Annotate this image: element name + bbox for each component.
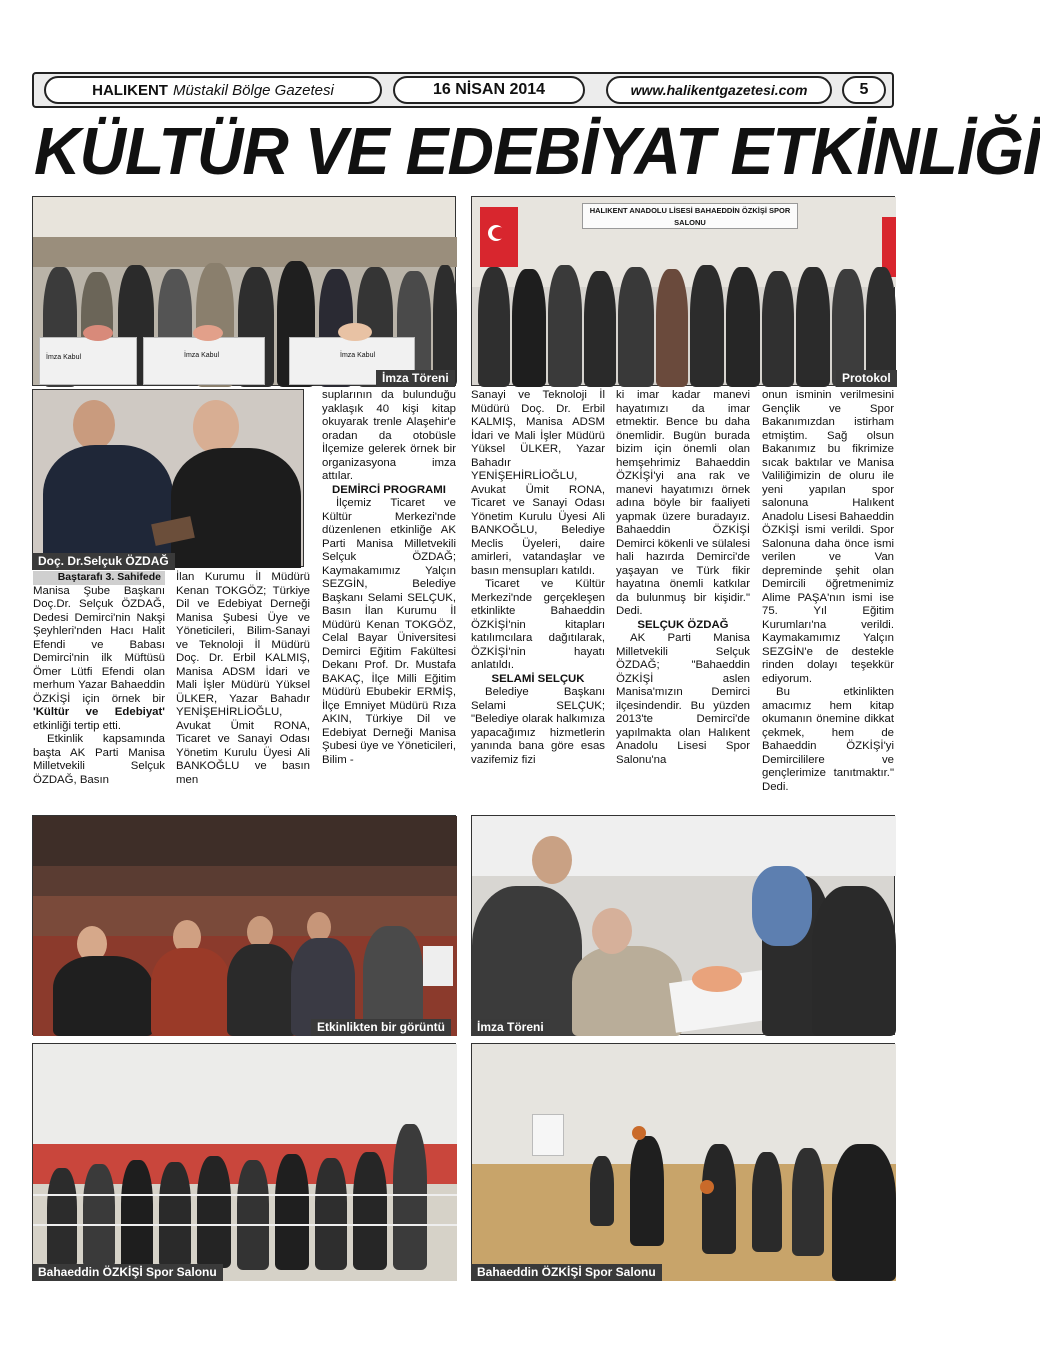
col1-bold: 'Kültür ve Edebiyat' <box>33 706 165 718</box>
photo-signing-table <box>471 815 895 1035</box>
photo-sports-hall-2 <box>471 1043 895 1280</box>
col5-p2: AK Parti Manisa Milletvekili Selçuk ÖZDAĞ; "Bahaeddin ÖZKİŞİ aslen Manisa'mızın Demirci ilçesindendir. Bu yüzden 2013'te Demirci'de yapılmakta olan Halıkent Anadolu Lisesi Spor Salonu'na <box>616 632 750 766</box>
table-label: İmza Kabul <box>184 352 220 359</box>
article-column-3 <box>322 389 456 767</box>
caption-protokol: Protokol <box>836 370 897 387</box>
photo-signing-ceremony-top <box>32 196 456 386</box>
col6-p1: onun isminin verilmesini Gençlik ve Spor Bakanımızdan istirham etmiştim. Sağ olsun Bakanımız bu fikrimize sıcak baktılar ve Manisa Valiliğimizin de oluru ile yeni yapılan spor salonuna Halıkent Anadolu Lisesi Bahaeddin ÖZKİŞİ ismi verildi. Spor Salonuna daha önce ismi verilen ve Van depreminde şehit olan Demircili öğretmenimiz Alime PAŞA'nın ismi ise 75. Yıl Eğitim Kurumları'na verildi. Kaymakamımız Yalçın SEZGİN'e de destekle rinden dolayı teşekkür ediyorum. <box>762 389 894 685</box>
photo-audience <box>32 815 456 1035</box>
photo-protocol <box>471 196 895 386</box>
article-column-1 <box>33 571 165 787</box>
col4-heading: SELAMİ SELÇUK <box>491 672 585 685</box>
article-column-6 <box>762 389 894 794</box>
article-column-4 <box>471 389 605 767</box>
website-link[interactable]: www.halikentgazetesi.com <box>606 76 832 104</box>
col4-p2: Ticaret ve Kültür Merkezi'nde gerçekleşen etkinlikte Bahaeddin ÖZKİŞİ'nin kitapları katılımcılara dağıtılarak, ÖZKİŞİ'nin hayatı anlatıldı. <box>471 578 605 671</box>
turkish-flag <box>480 207 518 267</box>
continued-label: Baştarafı 3. Sahifede <box>33 571 165 585</box>
col3-heading: DEMİRCİ PROGRAMI <box>332 483 446 496</box>
caption-spor-salonu-2: Bahaeddin ÖZKİŞİ Spor Salonu <box>471 1264 662 1281</box>
col5-heading: SELÇUK ÖZDAĞ <box>637 618 729 631</box>
photo-sports-hall-1 <box>32 1043 456 1280</box>
issue-date: 16 NİSAN 2014 <box>393 76 585 104</box>
table-label: İmza Kabul <box>46 354 82 361</box>
headline: KÜLTÜR VE EDEBİYAT ETKİNLİĞİ <box>34 114 1040 189</box>
col4-p3: Belediye Başkanı Selami SELÇUK; "Belediye olarak halkımıza yapacağımız hizmetlerin yanında bana göre esas vazifemiz fizi <box>471 686 605 766</box>
caption-imza-toreni: İmza Töreni <box>376 370 455 387</box>
caption-portrait: Doç. Dr.Selçuk ÖZDAĞ <box>32 553 175 570</box>
col2-text: İlan Kurumu İl Müdürü Kenan TOKGÖZ; Türkiye Dil ve Edebiyat Derneği Manisa Şubesi Üye ve Yöneticileri, Bilim-Sanayi ve Teknoloji İl Müdürü Doç. Dr. Erbil KALMIŞ, Manisa ADSM İdari ve Mali İşler Müdürü Yüksel ÜLKER, Yazar Bahadır YENİŞEHİRLİOĞLU, Avukat Ümit RONA, Ticaret ve Sanayi Odası Yönetim Kurulu Üyesi Ali BANKOĞLU ve basın men <box>176 571 310 786</box>
caption-audience: Etkinlikten bir görüntü <box>311 1019 451 1036</box>
school-sign: HALIKENT ANADOLU LİSESİ BAHAEDDİN ÖZKİŞİ SPOR SALONU <box>582 203 798 229</box>
col5-p1: ki imar kadar manevi hayatımızı da imar etmektir. Bence bu daha önemlidir. Bugün burada bizim için önemli olan hemşehrimiz Bahaeddin ÖZKİŞİ'yi ana rak ve manevi hayatımızı örnek adına böyle bir faaliyeti yapmak üzere buradayız. Bahaeddin ÖZKİŞİ Demirci kökenli ve sülalesi hali hazırda Demirci'de yaşayan ve Türk fikir hayatına önemli katkılar da bulunmuş bir kişidir." Dedi. <box>616 389 750 617</box>
photo-portrait-ozdag <box>32 389 304 567</box>
col4-p1: Sanayi ve Teknoloji İl Müdürü Doç. Dr. Erbil KALMIŞ, Manisa ADSM İdari ve Mali İşler Müdürü Yüksel ÜLKER, Yazar Bahadır YENİŞEHİRLİOĞLU, Avukat Ümit RONA, Ticaret ve Sanayi Odası Yönetim Kurulu Üyesi Ali BANKOĞLU, Belediye Meclis Üyeleri, daire amirleri, vatandaşlar ve basın mensupları katıldı. <box>471 389 605 577</box>
col1-end: etkinliği tertip etti. <box>33 719 121 732</box>
caption-spor-salonu-1: Bahaeddin ÖZKİŞİ Spor Salonu <box>32 1264 223 1281</box>
col3-p2: İlçemiz Ticaret ve Kültür Merkezi'nde düzenlenen etkinliğe AK Parti Manisa Milletvekili Selçuk ÖZDAĞ; Kaymakamımız Yalçın SEZGİN, Belediye Başkanı Selami SELÇUK, Basın İlan Kurumu İl Müdürü Kenan TOKGÖZ, Celal Bayar Üniversitesi Demirci Eğitim Fakültesi Dekanı Prof. Dr. Mustafa BAKAÇ, İlçe Milli Eğitim Müdürü Ebubekir ERMİŞ, İlçe Emniyet Müdürü Rıza AKIN, Türkiye Dil ve Edebiyat Derneği Manisa Şubesi üye ve Yöneticileri, Bilim - <box>322 497 456 766</box>
article-column-5 <box>616 389 750 767</box>
table-label: İmza Kabul <box>340 352 376 359</box>
caption-imza-toreni-2: İmza Töreni <box>471 1019 550 1036</box>
paper-name: HALIKENT <box>92 81 168 99</box>
col6-p2: Bu etkinlikten amacımız hem kitap okumanın önemine dikkat çekmek, hem de Bahaeddin ÖZKİŞİ'yi Demircililere ve gençlerimize tanıtmaktır." Dedi. <box>762 686 894 793</box>
col1-p2: Etkinlik kapsamında başta AK Parti Manisa Milletvekili Selçuk ÖZDAĞ, Basın <box>33 733 165 786</box>
col1-text: Manisa Şube Başkanı Doç.Dr. Selçuk ÖZDAĞ, Dedesi Demirci'nin Nakşi Şeyhleri'nden Hacı Halit Efendi ve Babası Demirci'nin ilk Müftüsü Ömer Lütfi Efendi olan merhum Yazar Bahaeddin ÖZKİŞİ için örnek bir <box>33 584 165 705</box>
col3-p1: suplarının da bulunduğu yaklaşık 40 kişi kitap okuyarak trenle Alaşehir'e oradan da otobüsle İlçemize gelerek örnek bir organizasyona imza attılar. <box>322 389 456 482</box>
page-number: 5 <box>842 76 886 104</box>
article-column-2 <box>176 571 310 787</box>
paper-name-pill <box>44 76 382 104</box>
paper-tagline: Müstakil Bölge Gazetesi <box>172 81 334 99</box>
